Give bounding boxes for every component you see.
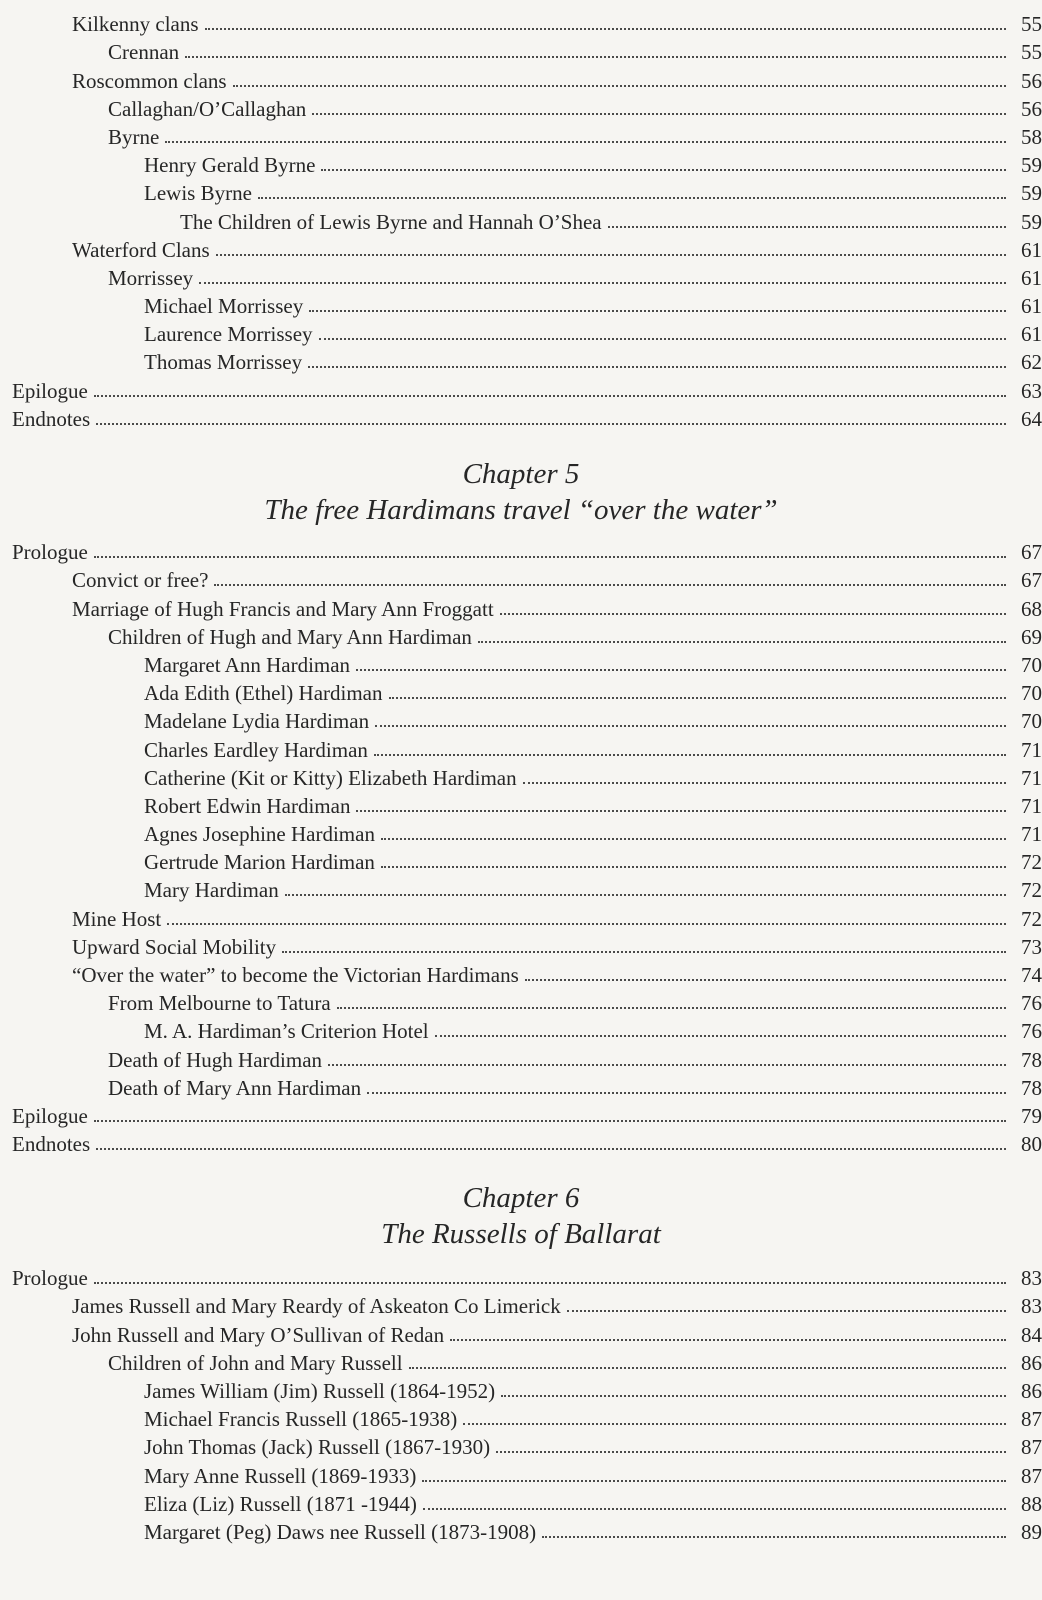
toc-entry-title: Roscommon clans <box>72 68 227 93</box>
toc-entry-title: Prologue <box>12 1266 88 1291</box>
dot-leader <box>328 1064 1006 1066</box>
toc-entry-title: Convict or free? <box>72 568 209 593</box>
toc-entry-title: Children of John and Mary Russell <box>108 1350 403 1375</box>
toc-entry-page: 86 <box>1021 1350 1042 1375</box>
toc-entry <box>0 874 1042 902</box>
toc-entry-title: John Thomas (Jack) Russell (1867-1930) <box>144 1435 491 1460</box>
toc-entry-title: Endnotes <box>12 1132 91 1157</box>
dot-leader <box>525 979 1006 981</box>
dot-leader <box>409 1367 1006 1369</box>
toc-entry <box>0 177 1042 205</box>
chapter5-toc-entries <box>0 536 1042 1156</box>
toc-entry-page: 71 <box>1021 737 1042 762</box>
dot-leader <box>356 810 1006 812</box>
toc-entry-page: 86 <box>1021 1378 1042 1403</box>
toc-entry <box>0 818 1042 846</box>
toc-entry-page: 83 <box>1021 1266 1042 1291</box>
toc-entry-page: 64 <box>1021 406 1042 431</box>
toc-entry-title: Lewis Byrne <box>144 181 252 206</box>
toc-entry-title: Robert Edwin Hardiman <box>144 793 351 818</box>
toc-entry <box>0 931 1042 959</box>
toc-entry <box>0 234 1042 262</box>
dot-leader <box>96 423 1006 425</box>
toc-entry-title: Mine Host <box>72 906 162 931</box>
toc-entry <box>0 1128 1042 1156</box>
toc-entry-title: Kilkenny clans <box>72 12 199 37</box>
toc-entry-title: Laurence Morrissey <box>144 322 313 347</box>
toc-entry-title: Marriage of Hugh Francis and Mary Ann Froggatt <box>72 596 494 621</box>
toc-entry-title: Madelane Lydia Hardiman <box>144 709 370 734</box>
toc-entry-page: 59 <box>1021 209 1042 234</box>
toc-entry-title: Children of Hugh and Mary Ann Hardiman <box>108 624 472 649</box>
toc-entry-page: 71 <box>1021 765 1042 790</box>
toc-entry-title: Epilogue <box>12 1103 88 1128</box>
toc-entry <box>0 592 1042 620</box>
toc-entry-title: James Russell and Mary Reardy of Askeaton Co Limerick <box>72 1294 561 1319</box>
toc-entry <box>0 1015 1042 1043</box>
toc-entry-page: 76 <box>1021 1019 1042 1044</box>
chapter6-toc-entries <box>0 1262 1042 1544</box>
dot-leader <box>167 923 1006 925</box>
chapter6-heading: Chapter 6 <box>462 1182 580 1214</box>
toc-entry <box>0 621 1042 649</box>
dot-leader <box>321 169 1006 171</box>
toc-entry <box>0 1375 1042 1403</box>
dot-leader <box>381 866 1006 868</box>
toc-entry <box>0 1262 1042 1290</box>
toc-entry-title: Death of Hugh Hardiman <box>108 1047 323 1072</box>
dot-leader <box>285 894 1006 896</box>
toc-entry <box>0 403 1042 431</box>
toc-entry-title: Morrissey <box>108 265 194 290</box>
toc-entry <box>0 677 1042 705</box>
toc-entry <box>0 1403 1042 1431</box>
toc-entry-title: James William (Jim) Russell (1864-1952) <box>144 1378 496 1403</box>
toc-entry-page: 69 <box>1021 624 1042 649</box>
toc-entry-title: Eliza (Liz) Russell (1871 -1944) <box>144 1491 417 1516</box>
toc-entry <box>0 1459 1042 1487</box>
dot-leader <box>542 1536 1006 1538</box>
toc-entry-page: 71 <box>1021 793 1042 818</box>
toc-entry <box>0 846 1042 874</box>
toc-entry-title: Thomas Morrissey <box>144 350 303 375</box>
toc-entry-page: 87 <box>1021 1463 1042 1488</box>
toc-entry <box>0 790 1042 818</box>
toc-entry <box>0 149 1042 177</box>
toc-entry-title: Prologue <box>12 540 88 565</box>
toc-entry-page: 56 <box>1021 96 1042 121</box>
toc-entry-title: Gertrude Marion Hardiman <box>144 850 375 875</box>
dot-leader <box>381 838 1006 840</box>
dot-leader <box>501 1395 1006 1397</box>
toc-entry-page: 59 <box>1021 153 1042 178</box>
toc-entry <box>0 8 1042 36</box>
toc-entry-title: Epilogue <box>12 378 88 403</box>
toc-entry <box>0 536 1042 564</box>
toc-entry <box>0 262 1042 290</box>
toc-entry-page: 67 <box>1021 540 1042 565</box>
toc-entry <box>0 205 1042 233</box>
chapter4-toc-entries <box>0 8 1042 431</box>
toc-entry-page: 55 <box>1021 12 1042 37</box>
toc-entry-title: Waterford Clans <box>72 237 210 262</box>
dot-leader <box>375 725 1006 727</box>
dot-leader <box>463 1423 1006 1425</box>
dot-leader <box>422 1480 1006 1482</box>
toc-entry-title: Margaret (Peg) Daws nee Russell (1873-1908) <box>144 1519 537 1544</box>
dot-leader <box>216 254 1006 256</box>
toc-entry <box>0 649 1042 677</box>
toc-entry-title: The Children of Lewis Byrne and Hannah O’Shea <box>180 209 602 234</box>
toc-entry-title: Charles Eardley Hardiman <box>144 737 368 762</box>
dot-leader <box>214 584 1006 586</box>
dot-leader <box>308 366 1006 368</box>
toc-entry-title: Byrne <box>108 124 160 149</box>
dot-leader <box>199 282 1006 284</box>
toc-entry <box>0 374 1042 402</box>
toc-entry-title: Michael Morrissey <box>144 294 304 319</box>
toc-entry-title: Henry Gerald Byrne <box>144 153 316 178</box>
toc-entry-page: 61 <box>1021 294 1042 319</box>
toc-entry-page: 62 <box>1021 350 1042 375</box>
toc-entry <box>0 902 1042 930</box>
toc-entry-title: Catherine (Kit or Kitty) Elizabeth Hardiman <box>144 765 517 790</box>
toc-entry <box>0 705 1042 733</box>
toc-entry-page: 83 <box>1021 1294 1042 1319</box>
dot-leader <box>435 1035 1006 1037</box>
dot-leader <box>233 85 1006 87</box>
toc-entry-title: Michael Francis Russell (1865-1938) <box>144 1407 458 1432</box>
chapter5-subtitle: The free Hardimans travel “over the water” <box>264 494 778 526</box>
toc-entry-page: 61 <box>1021 322 1042 347</box>
toc-entry <box>0 346 1042 374</box>
toc-entry-title: Mary Hardiman <box>144 878 279 903</box>
toc-entry-page: 80 <box>1021 1132 1042 1157</box>
toc-entry-title: Crennan <box>108 40 180 65</box>
toc-entry <box>0 959 1042 987</box>
dot-leader <box>367 1092 1006 1094</box>
toc-entry <box>0 290 1042 318</box>
toc-entry <box>0 93 1042 121</box>
dot-leader <box>94 395 1006 397</box>
dot-leader <box>319 338 1006 340</box>
toc-entry-page: 59 <box>1021 181 1042 206</box>
dot-leader <box>450 1339 1006 1341</box>
dot-leader <box>478 641 1006 643</box>
toc-entry-page: 84 <box>1021 1322 1042 1347</box>
dot-leader <box>94 1120 1006 1122</box>
toc-entry-page: 61 <box>1021 237 1042 262</box>
toc-entry-page: 87 <box>1021 1407 1042 1432</box>
dot-leader <box>165 141 1006 143</box>
toc-entry-page: 68 <box>1021 596 1042 621</box>
dot-leader <box>94 556 1006 558</box>
toc-entry-page: 87 <box>1021 1435 1042 1460</box>
dot-leader <box>523 782 1006 784</box>
toc-entry-title: Mary Anne Russell (1869-1933) <box>144 1463 417 1488</box>
toc-entry-page: 78 <box>1021 1047 1042 1072</box>
toc-entry <box>0 64 1042 92</box>
toc-entry <box>0 762 1042 790</box>
toc-entry <box>0 1043 1042 1071</box>
toc-entry <box>0 1431 1042 1459</box>
dot-leader <box>500 613 1006 615</box>
toc-entry-page: 72 <box>1021 850 1042 875</box>
toc-entry-title: Endnotes <box>12 406 91 431</box>
toc-entry <box>0 1488 1042 1516</box>
toc-entry-page: 72 <box>1021 878 1042 903</box>
toc-entry-title: Callaghan/O’Callaghan <box>108 96 307 121</box>
toc-entry <box>0 1318 1042 1346</box>
toc-entry <box>0 733 1042 761</box>
toc-entry <box>0 1516 1042 1544</box>
toc-entry-page: 73 <box>1021 934 1042 959</box>
toc-entry <box>0 1347 1042 1375</box>
toc-entry-title: “Over the water” to become the Victorian Hardimans <box>72 963 519 987</box>
dot-leader <box>356 669 1006 671</box>
dot-leader <box>96 1148 1006 1150</box>
toc-entry-title: Ada Edith (Ethel) Hardiman <box>144 681 383 706</box>
dot-leader <box>94 1282 1006 1284</box>
dot-leader <box>185 56 1006 58</box>
dot-leader <box>374 754 1006 756</box>
toc-entry-title: Upward Social Mobility <box>72 934 277 959</box>
dot-leader <box>608 226 1006 228</box>
toc-entry-page: 70 <box>1021 681 1042 706</box>
toc-entry-title: Agnes Josephine Hardiman <box>144 822 375 847</box>
toc-entry <box>0 564 1042 592</box>
dot-leader <box>423 1508 1006 1510</box>
toc-entry-page: 55 <box>1021 40 1042 65</box>
toc-entry-page: 61 <box>1021 265 1042 290</box>
dot-leader <box>496 1451 1006 1453</box>
toc-entry-title: M. A. Hardiman’s Criterion Hotel <box>144 1019 429 1044</box>
dot-leader <box>309 310 1006 312</box>
toc-entry-page: 58 <box>1021 124 1042 149</box>
chapter5-heading: Chapter 5 <box>462 458 580 490</box>
dot-leader <box>258 197 1006 199</box>
toc-entry-title: Margaret Ann Hardiman <box>144 652 351 677</box>
dot-leader <box>312 113 1006 115</box>
toc-entry-page: 71 <box>1021 822 1042 847</box>
toc-entry-page: 56 <box>1021 68 1042 93</box>
dot-leader <box>337 1007 1006 1009</box>
toc-entry <box>0 1072 1042 1100</box>
toc-entry-page: 70 <box>1021 652 1042 677</box>
toc-entry-page: 79 <box>1021 1103 1042 1128</box>
toc-entry <box>0 121 1042 149</box>
toc-entry-page: 78 <box>1021 1075 1042 1100</box>
toc-entry <box>0 1100 1042 1128</box>
toc-entry <box>0 318 1042 346</box>
dot-leader <box>282 951 1006 953</box>
toc-entry-page: 89 <box>1021 1519 1042 1544</box>
dot-leader <box>389 697 1006 699</box>
dot-leader <box>567 1310 1006 1312</box>
chapter6-subtitle: The Russells of Ballarat <box>381 1218 661 1250</box>
toc-entry <box>0 1290 1042 1318</box>
dot-leader <box>205 28 1006 30</box>
toc-entry-page: 63 <box>1021 378 1042 403</box>
toc-entry-page: 88 <box>1021 1491 1042 1516</box>
toc-entry-page: 70 <box>1021 709 1042 734</box>
toc-entry <box>0 36 1042 64</box>
toc-entry-page: 76 <box>1021 991 1042 1016</box>
toc-entry-page: 74 <box>1021 963 1042 987</box>
toc-entry-page: 67 <box>1021 568 1042 593</box>
toc-entry-title: Death of Mary Ann Hardiman <box>108 1075 362 1100</box>
toc-entry-title: John Russell and Mary O’Sullivan of Redan <box>72 1322 445 1347</box>
toc-entry <box>0 987 1042 1015</box>
toc-entry-page: 72 <box>1021 906 1042 931</box>
toc-entry-title: From Melbourne to Tatura <box>108 991 331 1016</box>
